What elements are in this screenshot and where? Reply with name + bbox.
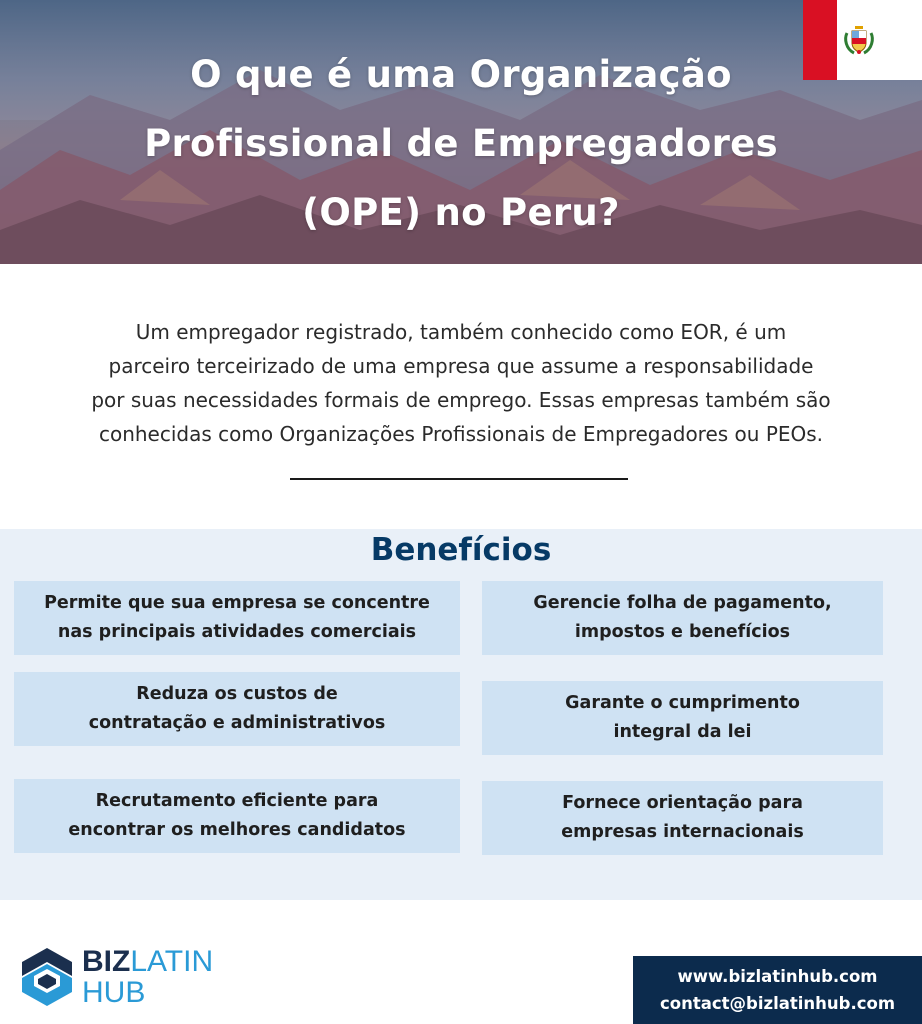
intro-line: Um empregador registrado, também conhecido como EOR, é um <box>135 320 787 344</box>
bizlatinhub-logo-icon <box>18 946 76 1008</box>
contact-box <box>633 956 922 1024</box>
logo-text-biz: BIZ <box>82 945 131 978</box>
hero-banner <box>0 0 922 264</box>
page-title-line: O que é uma Organização <box>190 53 732 96</box>
benefits-heading: Benefícios <box>370 532 552 568</box>
benefit-card-line: nas principais atividades comerciais <box>57 622 417 642</box>
benefit-card <box>14 779 460 853</box>
benefit-card-line: empresas internacionais <box>561 822 804 842</box>
benefit-card-line: Garante o cumprimento <box>565 693 800 713</box>
intro-line: parceiro terceirizado de uma empresa que assume a responsabilidade <box>108 354 814 378</box>
company-logo <box>82 946 213 1008</box>
section-divider <box>290 478 628 480</box>
intro-line: conhecidas como Organizações Profissionais de Empregadores ou PEOs. <box>98 422 824 446</box>
benefit-card-line: encontrar os melhores candidatos <box>68 820 406 840</box>
benefit-card-line: Reduza os custos de <box>136 684 338 704</box>
website-link[interactable]: www.bizlatinhub.com <box>677 967 878 986</box>
logo-text-latin: LATIN <box>130 945 214 978</box>
benefit-card-line: impostos e benefícios <box>574 622 791 642</box>
page-title <box>60 40 862 247</box>
benefit-card <box>482 581 883 655</box>
intro-line: por suas necessidades formais de emprego. Essas empresas também são <box>91 388 831 412</box>
benefit-card-line: contratação e administrativos <box>88 713 386 733</box>
benefit-card <box>14 581 460 655</box>
flag-white-band <box>837 0 922 80</box>
benefit-card <box>14 672 460 746</box>
benefit-card-line: integral da lei <box>613 722 752 742</box>
flag-red-band <box>803 0 837 80</box>
page-title-line: (OPE) no Peru? <box>302 191 620 234</box>
email-link[interactable]: contact@bizlatinhub.com <box>659 994 896 1013</box>
logo-text-hub: HUB <box>82 976 146 1009</box>
benefit-card-line: Fornece orientação para <box>562 793 803 813</box>
page-title-line: Profissional de Empregadores <box>144 122 778 165</box>
benefit-card <box>482 781 883 855</box>
benefit-card-line: Recrutamento eficiente para <box>95 791 379 811</box>
peru-flag-icon <box>803 0 922 80</box>
coat-of-arms-icon <box>842 23 876 57</box>
intro-paragraph <box>28 315 894 451</box>
benefit-card-line: Permite que sua empresa se concentre <box>44 593 430 613</box>
benefit-card-line: Gerencie folha de pagamento, <box>533 593 832 613</box>
benefit-card <box>482 681 883 755</box>
